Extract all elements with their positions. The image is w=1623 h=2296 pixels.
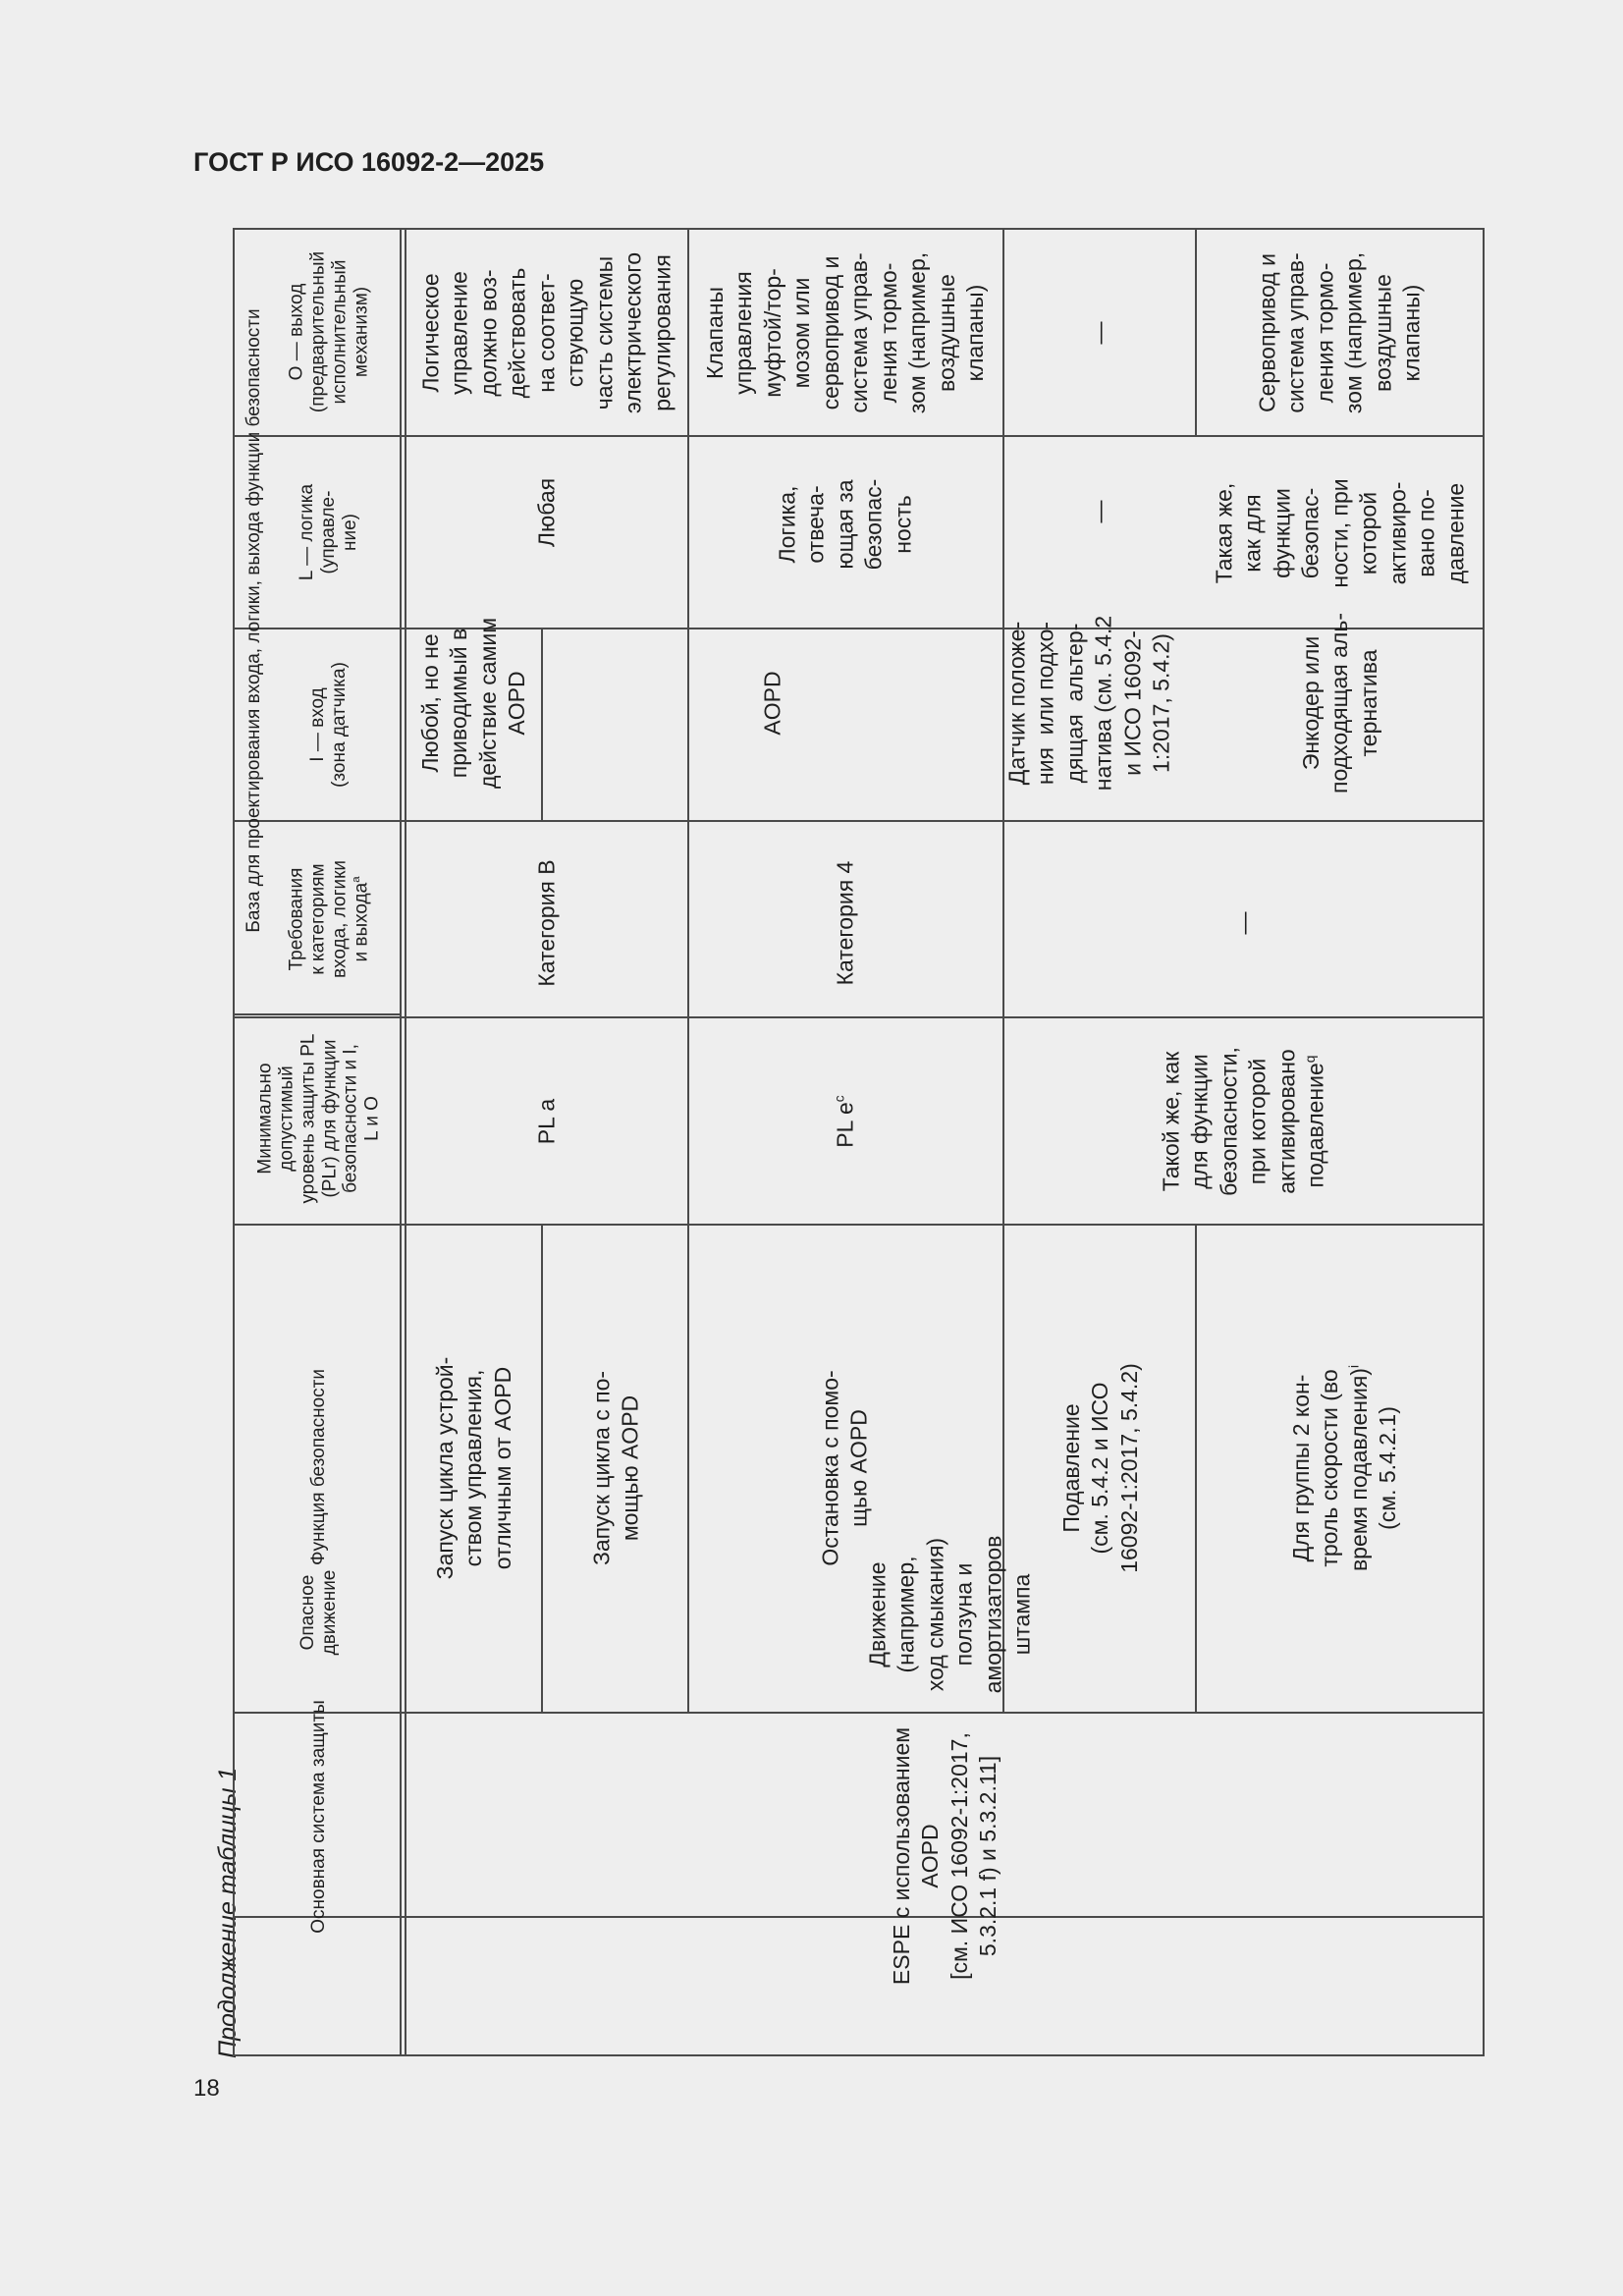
footnote-c: c bbox=[832, 1095, 847, 1103]
table-continuation-caption: Продолжение таблицы 1 bbox=[214, 1767, 242, 2058]
category-footnote-a: a bbox=[350, 876, 362, 883]
document-header: ГОСТ Р ИСО 16092-2—2025 bbox=[193, 147, 545, 177]
footnote-q: q bbox=[1303, 1055, 1319, 1064]
page-number: 18 bbox=[193, 2075, 220, 2102]
safety-table: База для проектирования входа, логики, выхода функции безопасности Основная система защиты Опасное движение Функция безопасности Минимально допустимый уровень защиты PL (PLr) для функции безопасности и I, L и O Требования к категориям входа, логики и выхода$^a$ I — вход (зона датчика) L — логика (управле- ние) O — выход (предварительный исполнительный механизм) ESPE с использованием AOPD [см. ИСО 16092-1:2017, 5.3.2.1 f) и 5.3.2.11] Движение (например, ход смыкания) ползуна и амортизаторов штампа Запуск цикла устрой- ством управления, отличным от AOPD Запуск цикла с по- мощью AOPD Остановка с помо- щью AOPD Подавление (см. 5.4.2 и ИСО 16092-1:2017, 5.4.2) Для группы 2 кон- троль скорости (во время подавления)$^i$ (см. 5.4.2.1) PL a PL $e^c$ Такой же, как для функции безопасности, при которой активировано подавление$^q$ Категория В Категория 4 — Любой, но не приводимый в действие самим AOPD AOPD Датчик положе- ния или подхо- дящая альтер- натива (см. 5.4.2 и ИСО 16092- 1:2017, 5.4.2) Энкодер или подходящая аль- тернатива Любая Логика, отвеча- ющая за безопас- ность — Такая же, как для функции безопас- ности, при которой активиро- вано по- давление Логическое управление должно воз- действовать на соответ- ствующую часть системы электрического регулирования Клапаны управления муфтой/тор- мозом или сервопривод и система управ- ления тормо- зом (например, воздушные клапаны) — Сервопривод и система управ- ления тормо- зом (например, воздушные клапаны) bbox=[233, 228, 1485, 2056]
footnote-i: i bbox=[1346, 1364, 1362, 1369]
